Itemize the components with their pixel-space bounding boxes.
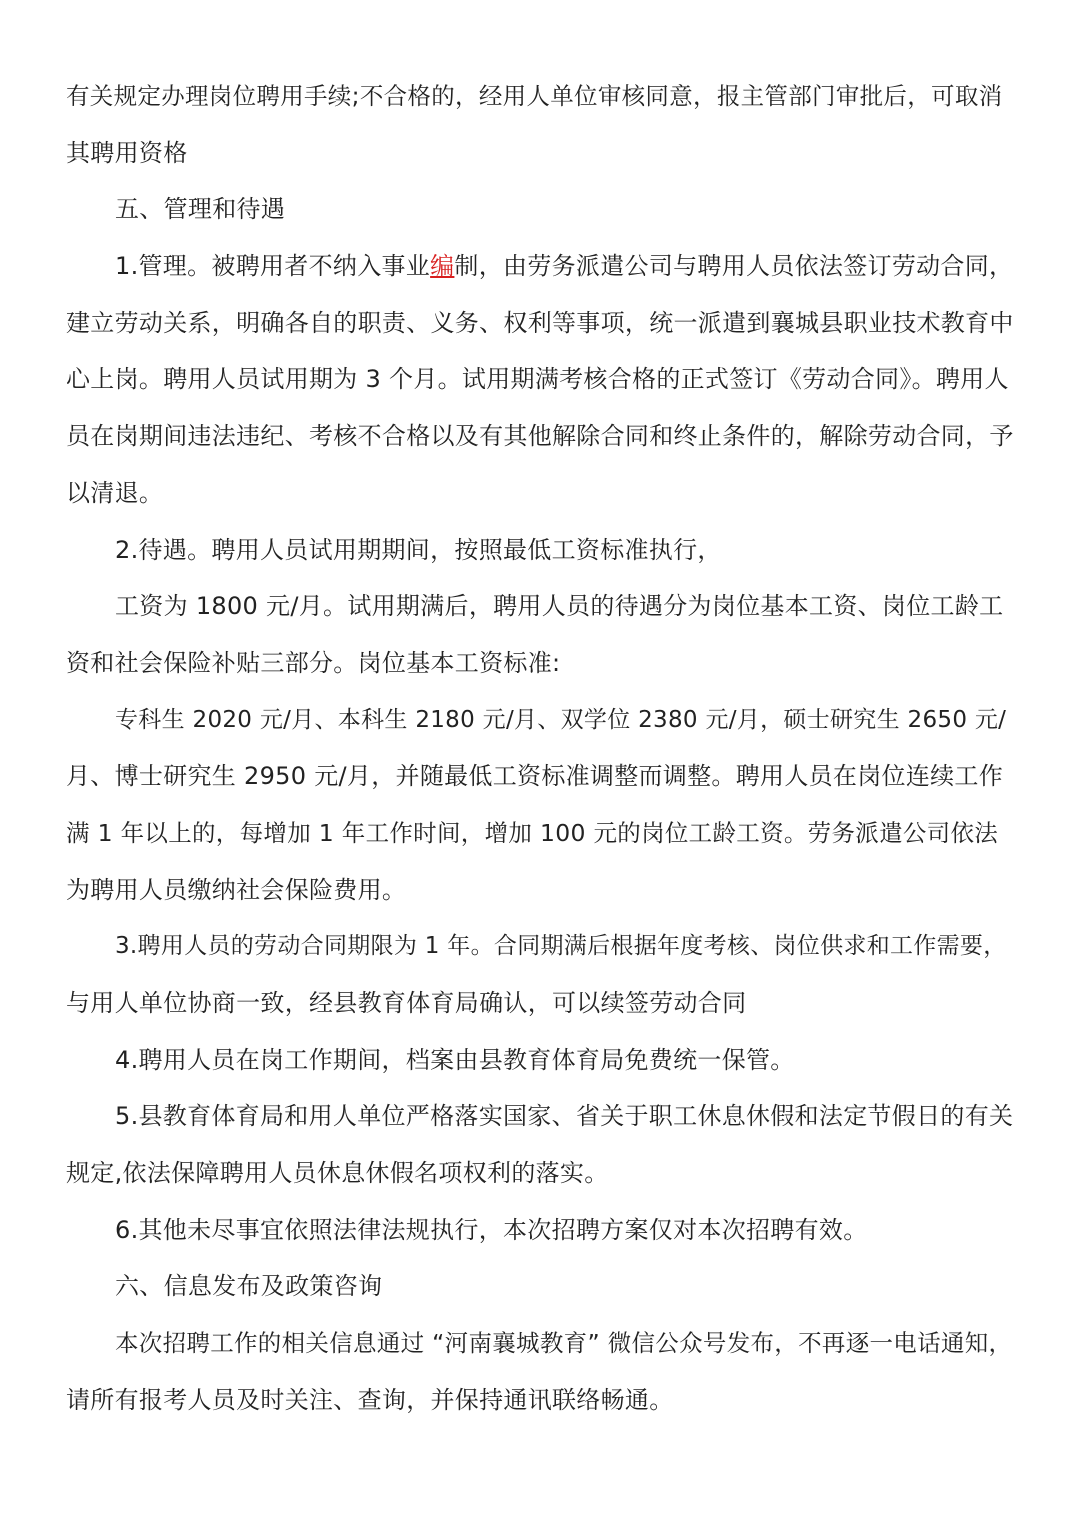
paragraph-line: 与用人单位协商一致，经县教育体育局确认，可以续签劳动合同 — [66, 989, 747, 1017]
text-run: 制，由劳务派遣公司与聘用人员依法签订劳动合同， — [454, 252, 1014, 281]
paragraph-line: 专科生 2020 元/月、本科生 2180 元/月、双学位 2380 元/月，硕士研究生 2650 元/ — [115, 706, 1007, 733]
paragraph-line: 以清退。 — [66, 478, 164, 507]
paragraph-line: 请所有报考人员及时关注、查询，并保持通讯联络畅通。 — [66, 1385, 674, 1414]
paragraph-line: 建立劳动关系，明确各自的职责、义务、权利等事项，统一派遣到襄城县职业技术教育中 — [66, 308, 1014, 337]
paragraph-line: 心上岗。聘用人员试用期为 3 个月。试用期满考核合格的正式签订《劳动合同》。聘用人 — [66, 365, 1009, 394]
paragraph-line: 2.待遇。聘用人员试用期期间，按照最低工资标准执行， — [115, 535, 722, 564]
paragraph-line: 5.县教育体育局和用人单位严格落实国家、省关于职工休息休假和法定节假日的有关 — [115, 1102, 1014, 1131]
paragraph-line: 3.聘用人员的劳动合同期限为 1 年。合同期满后根据年度考核、岗位供求和工作需要， — [115, 933, 1007, 960]
paragraph-line: 资和社会保险补贴三部分。岗位基本工资标准: — [66, 648, 561, 677]
section-heading: 六、信息发布及政策咨询 — [115, 1272, 383, 1301]
paragraph-line — [66, 238, 1016, 295]
paragraph-line: 工资为 1800 元/月。试用期满后，聘用人员的待遇分为岗位基本工资、岗位工龄工 — [115, 592, 1004, 621]
paragraph-line: 规定,依法保障聘用人员休息休假名项权利的落实。 — [66, 1159, 609, 1188]
paragraph-line: 4.聘用人员在岗工作期间，档案由县教育体育局免费统一保管。 — [115, 1045, 795, 1074]
document-body — [66, 68, 1016, 1429]
paragraph-line: 员在岗期间违法违纪、考核不合格以及有其他解除合同和终止条件的，解除劳动合同，予 — [66, 422, 1014, 451]
paragraph-line: 月、博士研究生 2950 元/月，并随最低工资标准调整而调整。聘用人员在岗位连续工作 — [66, 762, 1004, 791]
paragraph-line: 满 1 年以上的，每增加 1 年工作时间，增加 100 元的岗位工龄工资。劳务派遣公司依法 — [66, 818, 999, 847]
paragraph-line: 其聘用资格 — [66, 138, 188, 167]
paragraph-line: 本次招聘工作的相关信息通过 “河南襄城教育” 微信公众号发布，不再逐一电话通知， — [115, 1329, 1013, 1358]
section-heading: 五、管理和待遇 — [115, 195, 286, 224]
text-run: 1.管理。被聘用者不纳入事业 — [115, 252, 431, 281]
highlighted-word: 编 — [430, 252, 455, 281]
paragraph-line: 为聘用人员缴纳社会保险费用。 — [66, 875, 407, 904]
paragraph-line: 有关规定办理岗位聘用手续;不合格的，经用人单位审核同意，报主管部门审批后，可取消 — [66, 82, 1003, 110]
paragraph-line: 6.其他未尽事宜依照法律法规执行，本次招聘方案仅对本次招聘有效。 — [115, 1215, 868, 1244]
